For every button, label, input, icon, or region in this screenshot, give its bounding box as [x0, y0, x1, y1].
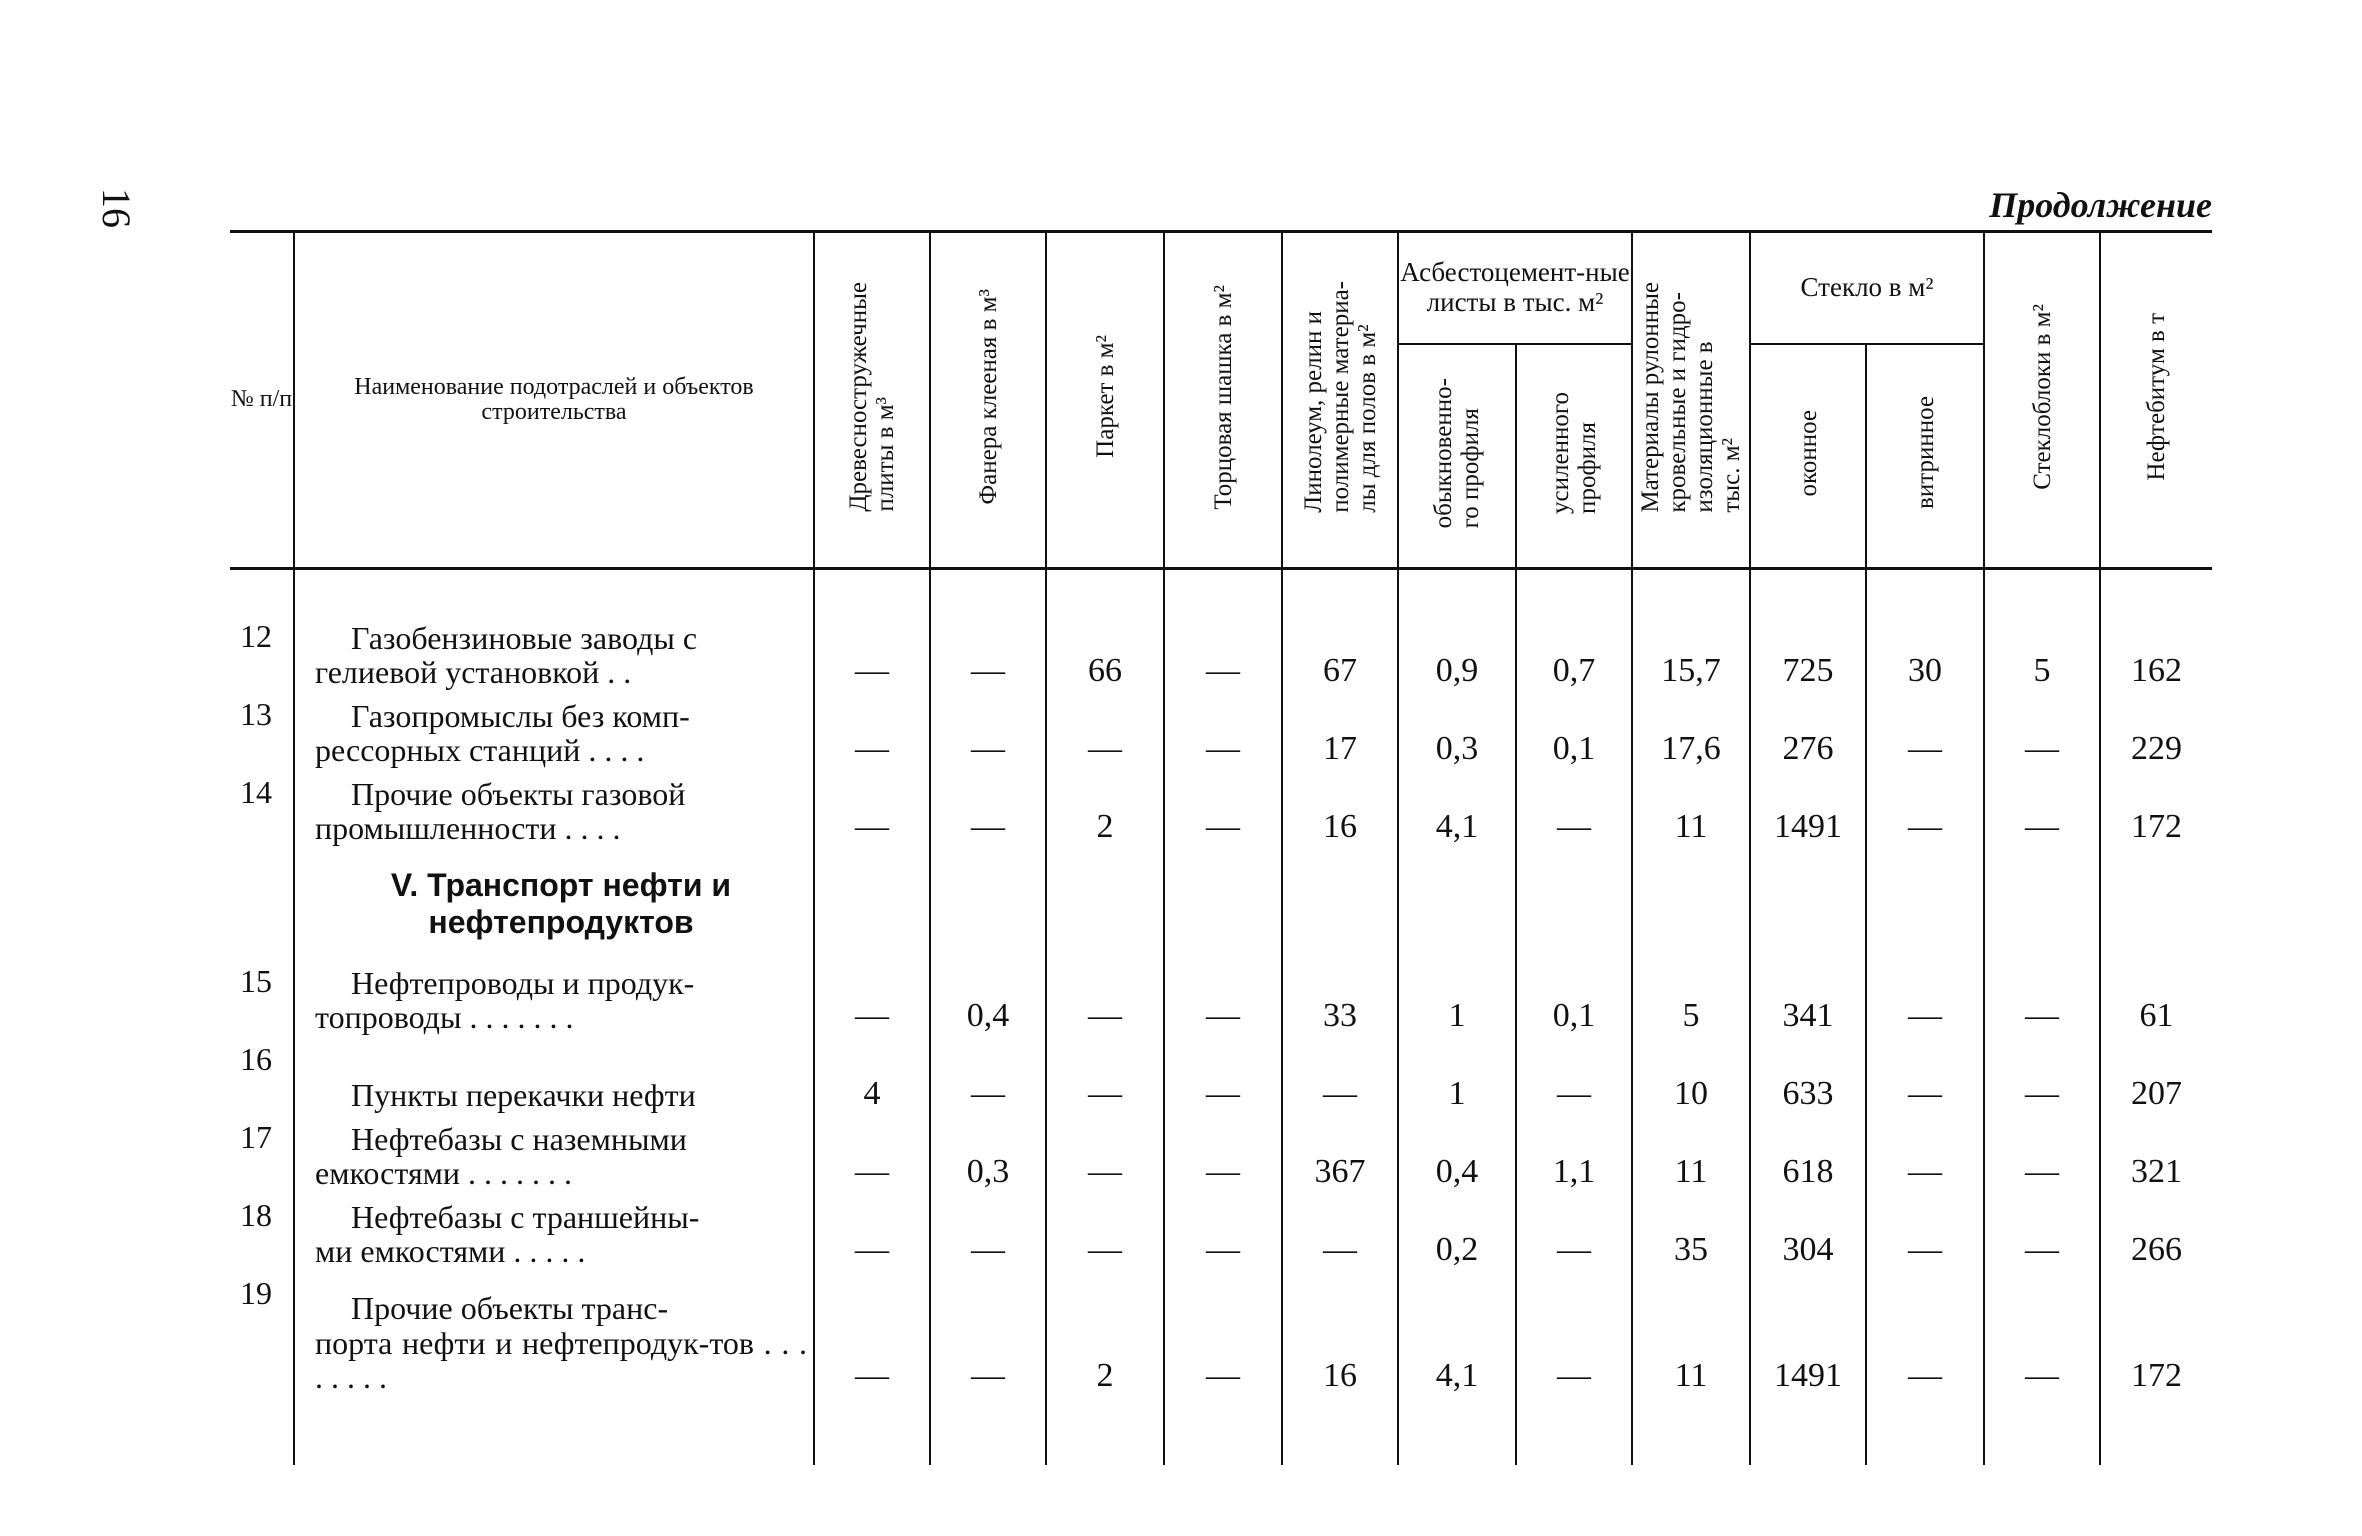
table-cell: — [1866, 1195, 1984, 1273]
table-cell: 304 [1750, 1195, 1866, 1273]
table-cell: — [930, 1273, 1046, 1399]
table-header [230, 232, 2212, 569]
table-cell: 207 [2100, 1039, 2212, 1117]
table-cell: — [930, 1195, 1046, 1273]
table-cell: 266 [2100, 1195, 2212, 1273]
row-name-rest: ми емкостями . . . . . [315, 1233, 586, 1270]
table-cell: — [1164, 1195, 1282, 1273]
table-cell: 0,3 [930, 1117, 1046, 1195]
table-cell: 16 [1282, 772, 1398, 850]
table-cell: 5 [1984, 616, 2100, 694]
header-linoleum: Линолеум, релин и полимерные материа- лы для полов в м² [1282, 232, 1398, 569]
table-row [230, 1117, 2212, 1195]
table-cell: 33 [1282, 961, 1398, 1039]
table-row [230, 694, 2212, 772]
table-cell: — [1984, 694, 2100, 772]
table-cell: 1491 [1750, 772, 1866, 850]
row-number: 13 [240, 696, 272, 732]
header-asbestos-reinforced: усиленного профиля [1516, 344, 1632, 569]
table-cell: 0,7 [1516, 616, 1632, 694]
table-cell: 11 [1632, 772, 1750, 850]
row-name-line1: Прочие объекты транс- [351, 1290, 669, 1327]
table-cell: 11 [1632, 1117, 1750, 1195]
page-number: 16 [94, 188, 139, 228]
table-cell: — [1866, 961, 1984, 1039]
table-cell: 172 [2100, 1273, 2212, 1399]
table-cell: — [1046, 1195, 1164, 1273]
table-cell: 4,1 [1398, 772, 1516, 850]
table-cell: — [930, 694, 1046, 772]
header-no: № п/п [230, 232, 294, 569]
table-cell: — [814, 1195, 930, 1273]
table-cell: 67 [1282, 616, 1398, 694]
table-body-oil [230, 961, 2212, 1399]
table-cell: 4,1 [1398, 1273, 1516, 1399]
table-cell: 0,9 [1398, 616, 1516, 694]
table-row [230, 616, 2212, 694]
table-cell: — [814, 694, 930, 772]
table-cell: — [1516, 1039, 1632, 1117]
row-name-rest: рессорных станций . . . . [315, 732, 645, 769]
table-body-gas [230, 616, 2212, 850]
table-cell: 0,2 [1398, 1195, 1516, 1273]
table-cell: — [1046, 961, 1164, 1039]
table-row [230, 1273, 2212, 1399]
header-glass-blocks: Стеклоблоки в м² [1984, 232, 2100, 569]
table-row [230, 961, 2212, 1039]
table-cell: 633 [1750, 1039, 1866, 1117]
table-cell: 1491 [1750, 1273, 1866, 1399]
table-cell: — [1164, 616, 1282, 694]
section-title: V. Транспорт нефти и нефтепродуктов [294, 850, 814, 961]
row-number: 15 [240, 963, 272, 999]
row-name-rest: топроводы . . . . . . . [315, 999, 574, 1036]
table-cell: — [1164, 1039, 1282, 1117]
row-name [294, 772, 814, 850]
table-cell: — [1866, 694, 1984, 772]
table-cell: 66 [1046, 616, 1164, 694]
table-cell: — [1866, 1117, 1984, 1195]
table-cell: 2 [1046, 1273, 1164, 1399]
table-cell: — [814, 616, 930, 694]
table-cell: 1,1 [1516, 1117, 1632, 1195]
row-name [294, 616, 814, 694]
table-cell: 276 [1750, 694, 1866, 772]
table-cell: — [1164, 1273, 1282, 1399]
table-cell: — [1164, 1117, 1282, 1195]
table-cell: 61 [2100, 961, 2212, 1039]
row-name-line1: Газопромыслы без комп- [351, 697, 690, 734]
table-cell: — [1282, 1195, 1398, 1273]
table-cell: — [1164, 961, 1282, 1039]
table-cell: — [1984, 772, 2100, 850]
row-number: 16 [240, 1041, 272, 1077]
table-cell: — [1516, 1273, 1632, 1399]
row-name-line1: Газобензиновые заводы с [351, 619, 698, 656]
row-name [294, 1117, 814, 1195]
table-cell: — [1984, 1039, 2100, 1117]
table-cell: 725 [1750, 616, 1866, 694]
section-row-group [230, 850, 2212, 961]
table-cell: — [1984, 1273, 2100, 1399]
continuation-label: Продолжение [1989, 185, 2212, 225]
row-name-line1: Нефтебазы с наземными [351, 1120, 687, 1157]
table-cell: — [1984, 1195, 2100, 1273]
table-cell: 2 [1046, 772, 1164, 850]
row-name [294, 1039, 814, 1117]
header-name: Наименование подотраслей и объектов строительства [294, 232, 814, 569]
table-cell: 15,7 [1632, 616, 1750, 694]
row-name-line1: Нефтебазы с траншейны- [351, 1198, 700, 1235]
table-cell: — [814, 961, 930, 1039]
row-name-line1: Нефтепроводы и продук- [351, 964, 695, 1001]
table-cell: 0,4 [1398, 1117, 1516, 1195]
table-cell: 0,3 [1398, 694, 1516, 772]
table-cell: 5 [1632, 961, 1750, 1039]
table-cell: 229 [2100, 694, 2212, 772]
table-cell: 321 [2100, 1117, 2212, 1195]
row-name [294, 961, 814, 1039]
header-glass-group: Стекло в м² [1750, 232, 1984, 345]
row-number: 18 [240, 1197, 272, 1233]
table-row [230, 1039, 2212, 1117]
header-plywood: Фанера клееная в м³ [930, 232, 1046, 569]
table-row [230, 1195, 2212, 1273]
row-name [294, 694, 814, 772]
table-cell: — [1984, 1117, 2100, 1195]
header-asbestos-common: обыкновенно- го профиля [1398, 344, 1516, 569]
row-number: 19 [240, 1275, 272, 1311]
table-cell: — [1046, 694, 1164, 772]
table-cell: 1 [1398, 961, 1516, 1039]
table-cell: 618 [1750, 1117, 1866, 1195]
table-cell: — [930, 1039, 1046, 1117]
table-cell: 0,1 [1516, 961, 1632, 1039]
row-name-rest: емкостями . . . . . . . [315, 1155, 573, 1192]
table-cell: 341 [1750, 961, 1866, 1039]
table-body [230, 569, 2212, 617]
table-cell: 0,4 [930, 961, 1046, 1039]
table-row [230, 772, 2212, 850]
table-cell: — [814, 1117, 930, 1195]
header-parquet: Паркет в м² [1046, 232, 1164, 569]
header-asbestos-group: Асбестоцемент-ные листы в тыс. м² [1398, 232, 1632, 345]
row-number: 17 [240, 1119, 272, 1155]
table-cell: — [1282, 1039, 1398, 1117]
table-cell: — [1164, 694, 1282, 772]
header-end-block: Торцовая шашка в м² [1164, 232, 1282, 569]
header-roll-materials: Материалы рулонные кровельные и гидро- изоляционные в тыс. м² [1632, 232, 1750, 569]
row-name-line1: Пункты перекачки нефти [351, 1077, 696, 1114]
table-cell: 10 [1632, 1039, 1750, 1117]
table-cell: 162 [2100, 616, 2212, 694]
header-glass-showcase: витринное [1866, 344, 1984, 569]
row-number: 14 [240, 774, 272, 810]
table-cell: — [1516, 772, 1632, 850]
table-cell: — [930, 772, 1046, 850]
header-glass-window: оконное [1750, 344, 1866, 569]
row-number: 12 [240, 618, 272, 654]
row-name [294, 1195, 814, 1273]
table-cell: — [814, 1273, 930, 1399]
table-cell: — [1046, 1117, 1164, 1195]
row-name-rest: порта нефти и нефтепродук-тов . . . . . . . . [315, 1324, 807, 1396]
table-cell: 11 [1632, 1273, 1750, 1399]
table-cell: — [1866, 772, 1984, 850]
table-cell: 30 [1866, 616, 1984, 694]
table-cell: — [1866, 1039, 1984, 1117]
header-particleboard: Древесностружечные плиты в м³ [814, 232, 930, 569]
row-name-rest: промышленности . . . . [315, 810, 621, 847]
table-cell: — [1984, 961, 2100, 1039]
table-cell: 17 [1282, 694, 1398, 772]
table-cell: — [1164, 772, 1282, 850]
row-name-rest: гелиевой установкой . . [315, 654, 632, 691]
table-cell: — [1516, 1195, 1632, 1273]
table-cell: — [930, 616, 1046, 694]
table-cell: — [1866, 1273, 1984, 1399]
header-bitumen: Нефтебитум в т [2100, 232, 2212, 569]
table-cell: 4 [814, 1039, 930, 1117]
table-cell: 35 [1632, 1195, 1750, 1273]
table-cell: — [814, 772, 930, 850]
table-cell: — [1046, 1039, 1164, 1117]
materials-table [230, 230, 2212, 1465]
table-cell: 367 [1282, 1117, 1398, 1195]
table-cell: 16 [1282, 1273, 1398, 1399]
table-cell: 172 [2100, 772, 2212, 850]
table-cell: 1 [1398, 1039, 1516, 1117]
row-name-line1: Прочие объекты газовой [351, 775, 686, 812]
table-cell: 17,6 [1632, 694, 1750, 772]
table-cell: 0,1 [1516, 694, 1632, 772]
row-name [294, 1273, 814, 1399]
